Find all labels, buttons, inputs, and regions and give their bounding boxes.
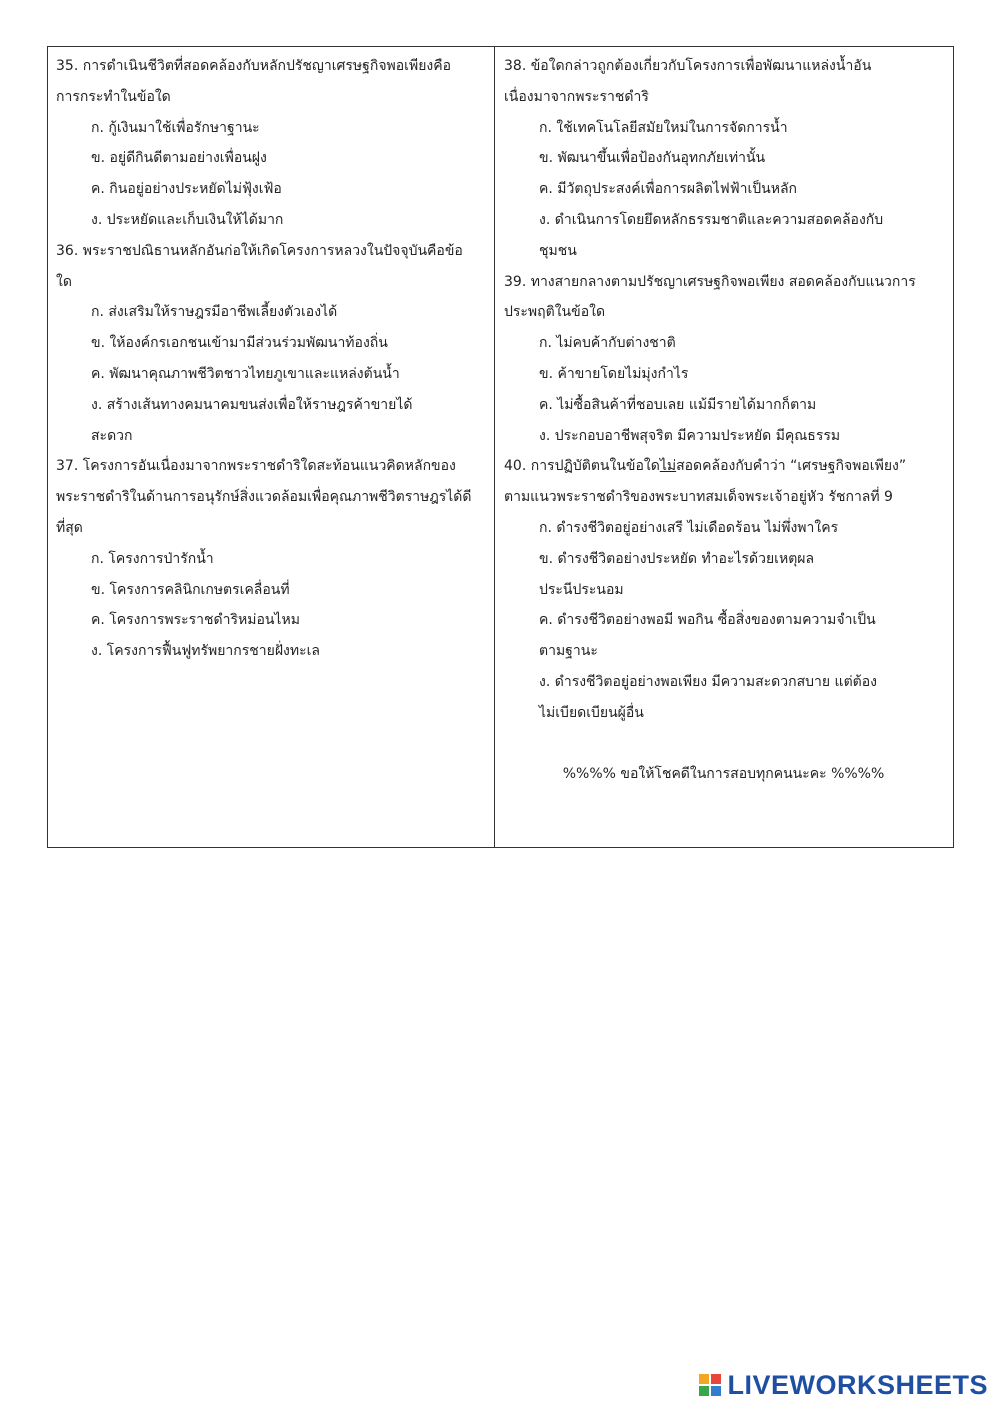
question-35 — [56, 51, 494, 236]
answer-option: ค. ดำรงชีวิตอย่างพอมี พอกิน ซื้อสิ่งของตามความจำเป็น — [539, 612, 876, 629]
answer-option: ข. อยู่ดีกินดีตามอย่างเพื่อนฝูง — [91, 150, 267, 167]
answer-option: ก. ดำรงชีวิตอยู่อย่างเสรี ไม่เดือดร้อน ไม่พึ่งพาใคร — [539, 519, 839, 536]
question-stem: ที่สุด — [56, 519, 83, 536]
answer-option: ข. ค้าขายโดยไม่มุ่งกำไร — [539, 365, 689, 382]
question-stem: ประพฤติในข้อใด — [504, 304, 606, 321]
answer-option: ค. โครงการพระราชดำริหม่อนไหม — [91, 612, 300, 629]
answer-option: ข. พัฒนาขึ้นเพื่อป้องกันอุทกภัยเท่านั้น — [539, 150, 766, 167]
answer-option: ค. มีวัตถุประสงค์เพื่อการผลิตไฟฟ้าเป็นหลัก — [539, 181, 798, 198]
answer-option: ข. ให้องค์กรเอกชนเข้ามามีส่วนร่วมพัฒนาท้องถิ่น — [91, 335, 388, 352]
answer-option: ค. พัฒนาคุณภาพชีวิตชาวไทยภูเขาและแหล่งต้นน้ำ — [91, 365, 400, 382]
answer-option: ก. ใช้เทคโนโลยีสมัยใหม่ในการจัดการน้ำ — [539, 119, 788, 136]
answer-option: ค. กินอยู่อย่างประหยัดไม่ฟุ้งเฟ้อ — [91, 181, 282, 198]
answer-option: ก. กู้เงินมาใช้เพื่อรักษาฐานะ — [91, 119, 260, 136]
question-39 — [504, 267, 953, 452]
answer-option-continued: ประนีประนอม — [539, 581, 624, 598]
question-stem: 39. ทางสายกลางตามปรัชญาเศรษฐกิจพอเพียง สอดคล้องกับแนวการ — [504, 273, 916, 290]
left-column — [48, 47, 495, 847]
answer-option: ง. ดำรงชีวิตอยู่อย่างพอเพียง มีความสะดวกสบาย แต่ต้อง — [539, 673, 877, 690]
answer-option: ง. โครงการฟื้นฟูทรัพยากรชายฝั่งทะเล — [91, 643, 320, 660]
question-stem: 36. พระราชปณิธานหลักอันก่อให้เกิดโครงการหลวงในปัจจุบันคือข้อ — [56, 242, 463, 259]
stem-suffix: สอดคล้องกับคำว่า “เศรษฐกิจพอเพียง” — [676, 458, 907, 475]
answer-option: ก. ไม่คบค้ากับต่างชาติ — [539, 335, 676, 352]
answer-option: ง. ประหยัดและเก็บเงินให้ได้มาก — [91, 211, 284, 228]
question-stem: เนื่องมาจากพระราชดำริ — [504, 88, 649, 105]
question-36 — [56, 236, 494, 452]
liveworksheets-logo-icon — [699, 1374, 721, 1396]
question-stem: 38. ข้อใดกล่าวถูกต้องเกี่ยวกับโครงการเพื่อพัฒนาแหล่งน้ำอัน — [504, 58, 872, 74]
exam-sheet — [47, 46, 954, 848]
answer-option: ค. ไม่ซื้อสินค้าที่ชอบเลย แม้มีรายได้มากก็ตาม — [539, 396, 817, 413]
stem-underlined-word: ไม่ — [659, 458, 677, 475]
answer-option: ข. โครงการคลินิกเกษตรเคลื่อนที่ — [91, 581, 290, 598]
question-stem: ตามแนวพระราชดำริของพระบาทสมเด็จพระเจ้าอยู่หัว รัชกาลที่ 9 — [504, 489, 893, 506]
answer-option-continued: สะดวก — [91, 427, 133, 444]
logo-text: LIVEWORKSHEETS — [727, 1369, 988, 1400]
answer-option-continued: ชุมชน — [539, 242, 577, 259]
answer-option: ก. ส่งเสริมให้ราษฎรมีอาชีพเลี้ยงตัวเองได้ — [91, 304, 338, 321]
question-stem — [504, 451, 953, 482]
question-stem: 37. โครงการอันเนื่องมาจากพระราชดำริใดสะท้อนแนวคิดหลักของ — [56, 458, 456, 475]
closing-message: %%%% ขอให้โชคดีในการสอบทุกคนนะคะ %%%% — [562, 766, 885, 783]
answer-option: ข. ดำรงชีวิตอย่างประหยัด ทำอะไรด้วยเหตุผล — [539, 550, 815, 567]
question-37 — [56, 451, 494, 667]
question-stem: 35. การดำเนินชีวิตที่สอดคล้องกับหลักปรัชญาเศรษฐกิจพอเพียงคือ — [56, 58, 452, 74]
question-stem: พระราชดำริในด้านการอนุรักษ์สิ่งแวดล้อมเพื่อคุณภาพชีวิตราษฎรได้ดี — [56, 489, 472, 506]
answer-option: ง. สร้างเส้นทางคมนาคมขนส่งเพื่อให้ราษฎรค้าขายได้ — [91, 396, 413, 413]
answer-option: ก. โครงการป่ารักน้ำ — [91, 550, 214, 567]
question-38 — [504, 51, 953, 267]
question-40 — [504, 451, 953, 728]
right-column — [495, 47, 953, 847]
answer-option-continued: ตามฐานะ — [539, 643, 598, 660]
spacer — [504, 729, 953, 760]
stem-prefix: 40. การปฏิบัติตนในข้อใด — [504, 458, 660, 475]
liveworksheets-logo — [699, 1370, 988, 1400]
answer-option: ง. ดำเนินการโดยยึดหลักธรรมชาติและความสอดคล้องกับ — [539, 211, 884, 228]
answer-option-continued: ไม่เบียดเบียนผู้อื่น — [539, 704, 644, 721]
answer-option: ง. ประกอบอาชีพสุจริต มีความประหยัด มีคุณธรรม — [539, 427, 841, 444]
question-stem: การกระทำในข้อใด — [56, 88, 171, 105]
question-stem: ใด — [56, 273, 72, 290]
